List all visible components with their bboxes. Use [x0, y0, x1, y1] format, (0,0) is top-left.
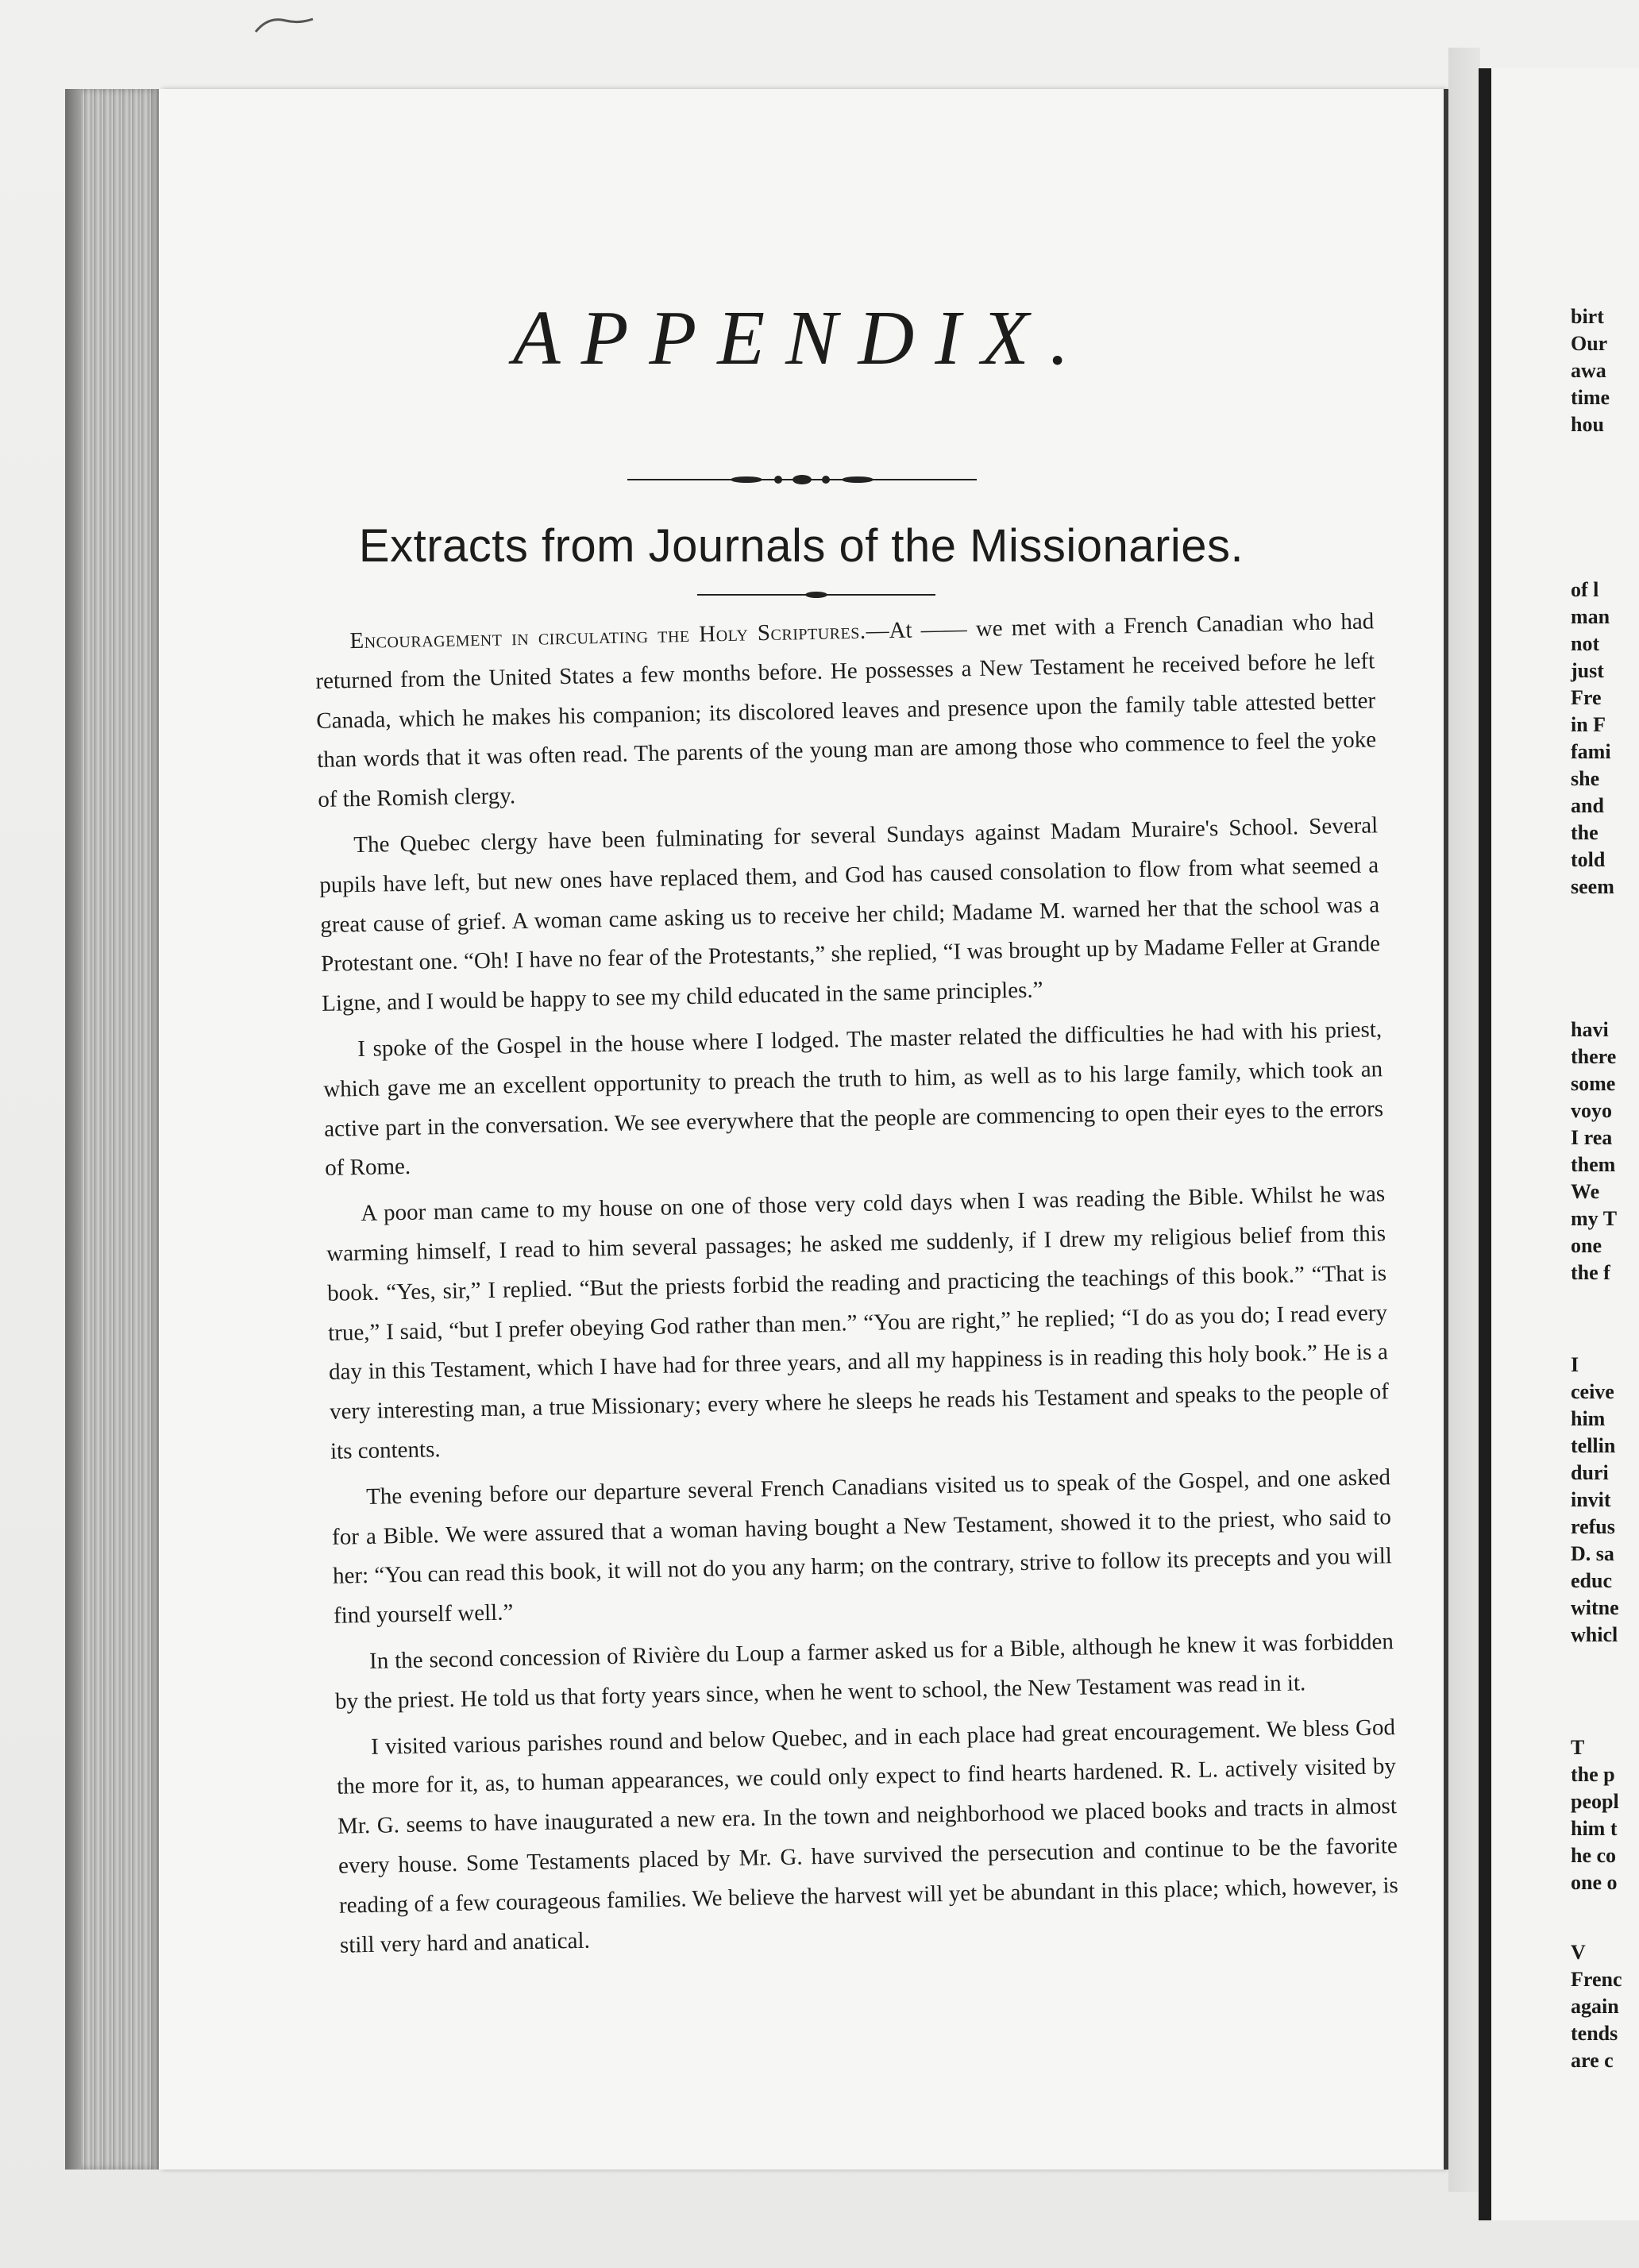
right-page-cropped — [1479, 68, 1639, 2220]
page-heading: APPENDIX. — [512, 295, 1090, 381]
ornament-divider — [627, 470, 977, 489]
paragraph-7: I visited various parishes round and below Quebec, and in each place had great encouragement. We bless God the more for it, as, to human appearances, we could only expect to find hearts hardened. R. L. actively visited by Mr. G. seems to have inaugurated a new era. In the town and neighborhood we placed books and tracts in almost every house. Some Testaments placed by Mr. G. have survived the persecution and continue to be the favorite reading of a few courageous families. We believe the harvest will yet be abundant in this place; which, however, is still very hard and anatical. — [336, 1714, 1399, 1958]
right-page-fragment-5: T the p peopl him t he co one o — [1571, 1736, 1619, 1894]
journal-extracts-body — [314, 602, 1399, 1972]
paragraph-5: The evening before our departure several French Canadians visited us to speak of the Gospel, and one asked for a Bible. We were assured that a woman having bought a New Testament, showed it to the priest, who said to her: “You can read this book, it will not do you any harm; on the contrary, strive to follow its precepts and you will find yourself well.” — [331, 1464, 1393, 1629]
page-subheading: Extracts from Journals of the Missionaries. — [358, 520, 1244, 572]
right-page-fragment-4: I ceive him tellin duri invit refus D. sa educ witne whicl — [1571, 1353, 1619, 1646]
paragraph-3: I spoke of the Gospel in the house where I lodged. The master related the difficulties he had with his priest, which gave me an excellent opportunity to preach the truth to him, as well as to his large family, which took an active part in the conversation. We see everywhere that the people are commencing to open their eyes to the errors of Rome. — [322, 1016, 1384, 1182]
paragraph-text: —At —— we met with a French Canadian who had returned from the United States a few months before. He possesses a New Testament he received before he left Canada, which he makes his companion; its discolored leaves and presence upon the family table attested better than words that it was often read. The parents of the young man are among those who commence to feel the yoke of the Romish clergy. — [315, 608, 1377, 813]
book-page-edges — [65, 89, 159, 2170]
right-page-fragment-2: of l man not just Fre in F fami she and the told seem — [1571, 578, 1614, 898]
scan-artifact-mark — [253, 11, 316, 35]
short-divider — [697, 589, 935, 600]
right-page-fragment-6: V Frenc again tends are c — [1571, 1941, 1622, 2072]
paragraph-2: The Quebec clergy have been fulminating for several Sundays against Madam Muraire's School. Several pupils have left, but new ones have replaced them, and God has caused consolation to flow from what seemed a great cause of grief. A woman came asking us to receive her child; Madame M. warned her that the school was a Protestant one. “Oh! I have no fear of the Protestants,” she replied, “I was brought up by Madame Feller at Grande Ligne, and I would be happy to see my child educated in the same principles.” — [319, 812, 1381, 1017]
book-gutter — [1448, 48, 1480, 2192]
paragraph-4: A poor man came to my house on one of those very cold days when I was reading the Bible. Whilst he was warming himself, I read to him several passages; he asked me suddenly, if I drew my religious belief from this book. “Yes, sir,” I replied. “But the priests forbid the reading and practicing the teachings of this book.” “That is true,” I said, “but I prefer obeying God rather than men.” “You are right,” he replied; “I do as you do; I read every day in this Testament, which I have had for three years, and all my happiness is in reading this holy book.” He is a very interesting man, a true Missionary; every where he sleeps he reads his Testament and speaks to the people of its contents. — [326, 1181, 1390, 1464]
right-page-fragment-3: havi there some voyo I rea them We my T one the f — [1571, 1018, 1618, 1284]
paragraph-1 — [314, 602, 1378, 820]
right-page-fragment-1: birt Our awa time hou — [1571, 305, 1610, 436]
paragraph-6: In the second concession of Rivière du Loup a farmer asked us for a Bible, although he knew it was forbidden by the priest. He told us that forty years since, when he went to school, the New Testament was read in it. — [334, 1629, 1394, 1714]
paragraph-lead-in: Encouragement in circulating the Holy Scriptures. — [349, 618, 866, 654]
